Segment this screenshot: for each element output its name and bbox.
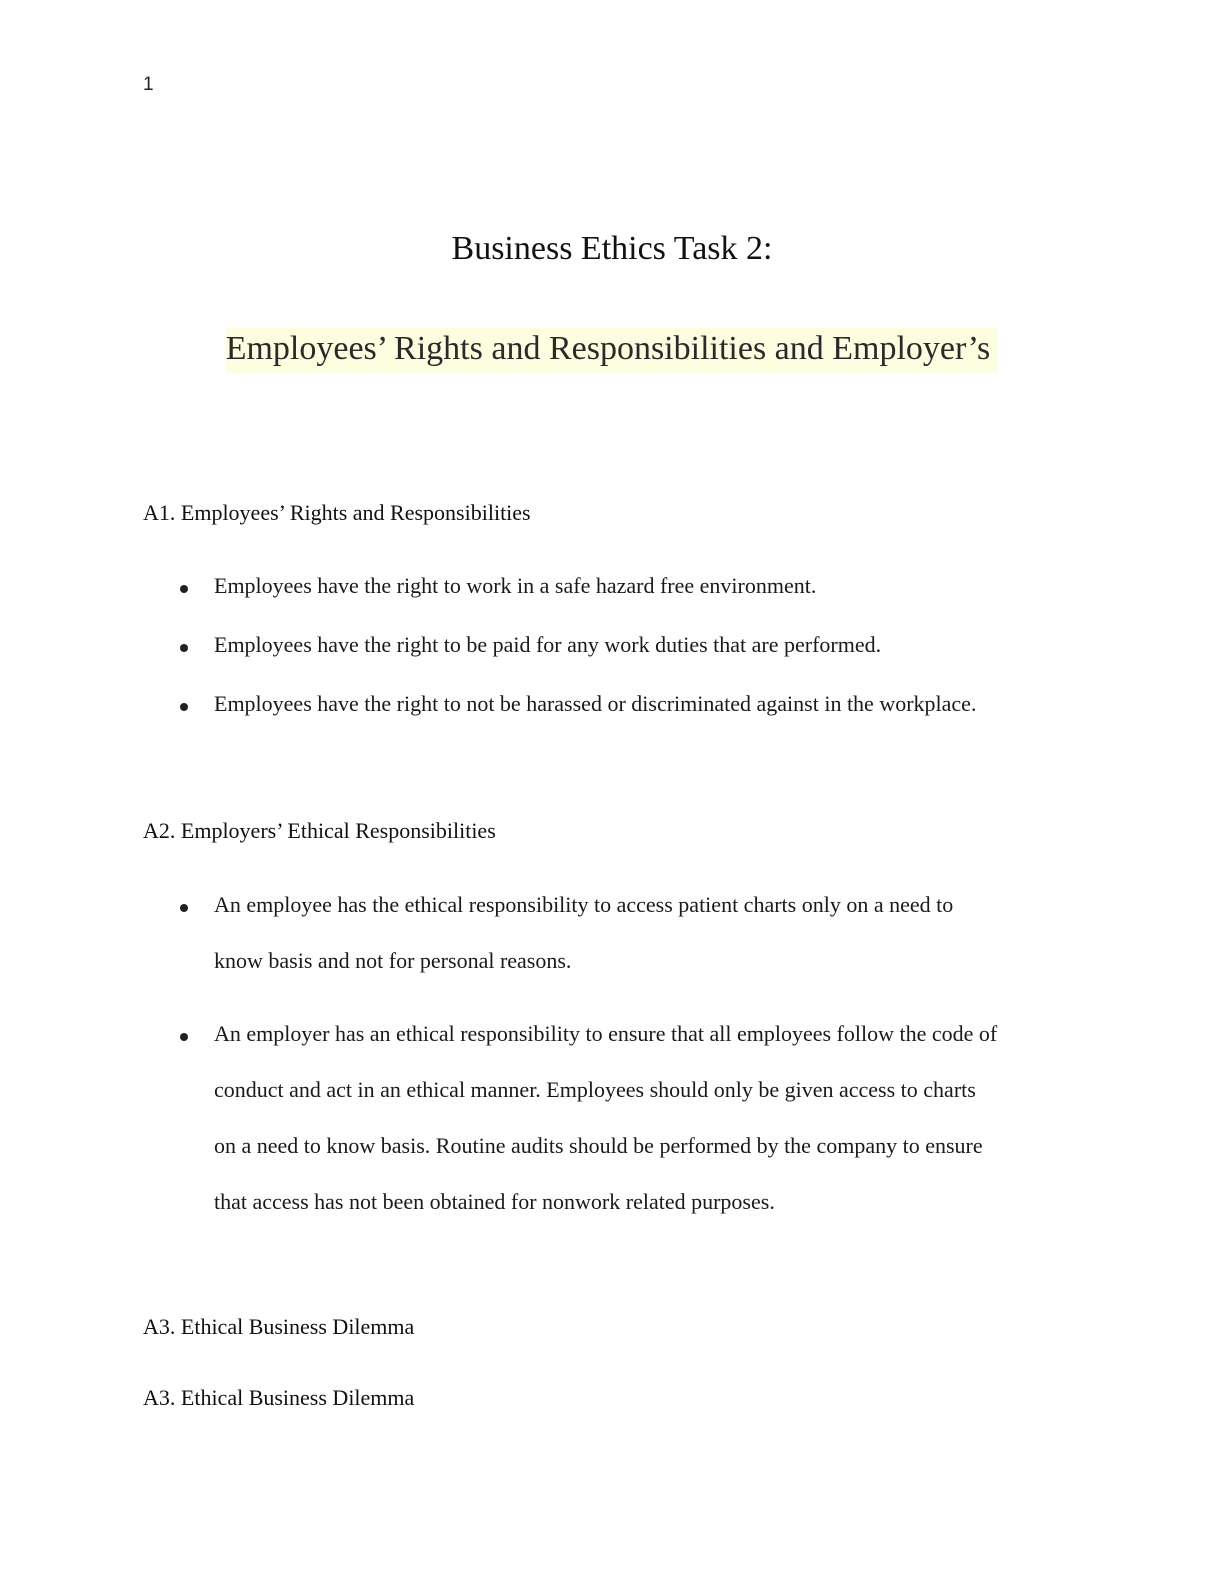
list-item [214,676,1074,732]
bullet-icon [180,644,188,652]
list-item-line: on a need to know basis. Routine audits should be performed by the company to ensure [214,1133,983,1158]
subtitle-highlight: Employees’ Rights and Responsibilities and Employer’s [226,328,999,373]
document-subtitle [0,330,1224,368]
bullet-icon [180,585,188,593]
section-heading-a3: A3. Ethical Business Dilemma [143,1314,415,1339]
bullet-icon [180,1033,188,1041]
list-item-line: know basis and not for personal reasons. [214,948,572,973]
list-item-line: An employer has an ethical responsibility to ensure that all employees follow the code of [214,1021,998,1046]
list-item [214,617,1074,673]
section-heading-a2: A2. Employers’ Ethical Responsibilities [143,818,496,843]
list-item-line: that access has not been obtained for nonwork related purposes. [214,1189,775,1214]
page-number: 1 [143,74,154,95]
list-item-line: Employees have the right to work in a safe hazard free environment. [214,573,817,598]
bullet-icon [180,703,188,711]
list-item-line: conduct and act in an ethical manner. Employees should only be given access to charts [214,1077,976,1102]
list-item-line: An employee has the ethical responsibility to access patient charts only on a need to [214,892,954,917]
list-item-line: Employees have the right to not be harassed or discriminated against in the workplace. [214,691,977,716]
section-heading-a3-repeat: A3. Ethical Business Dilemma [143,1385,415,1410]
list-item-line: Employees have the right to be paid for any work duties that are performed. [214,632,882,657]
section-heading-a1: A1. Employees’ Rights and Responsibilities [143,500,531,525]
list-item [214,1006,1074,1230]
list-item [214,558,1074,614]
document-title: Business Ethics Task 2: [451,230,773,267]
list-item [214,877,1074,989]
bullet-icon [180,904,188,912]
